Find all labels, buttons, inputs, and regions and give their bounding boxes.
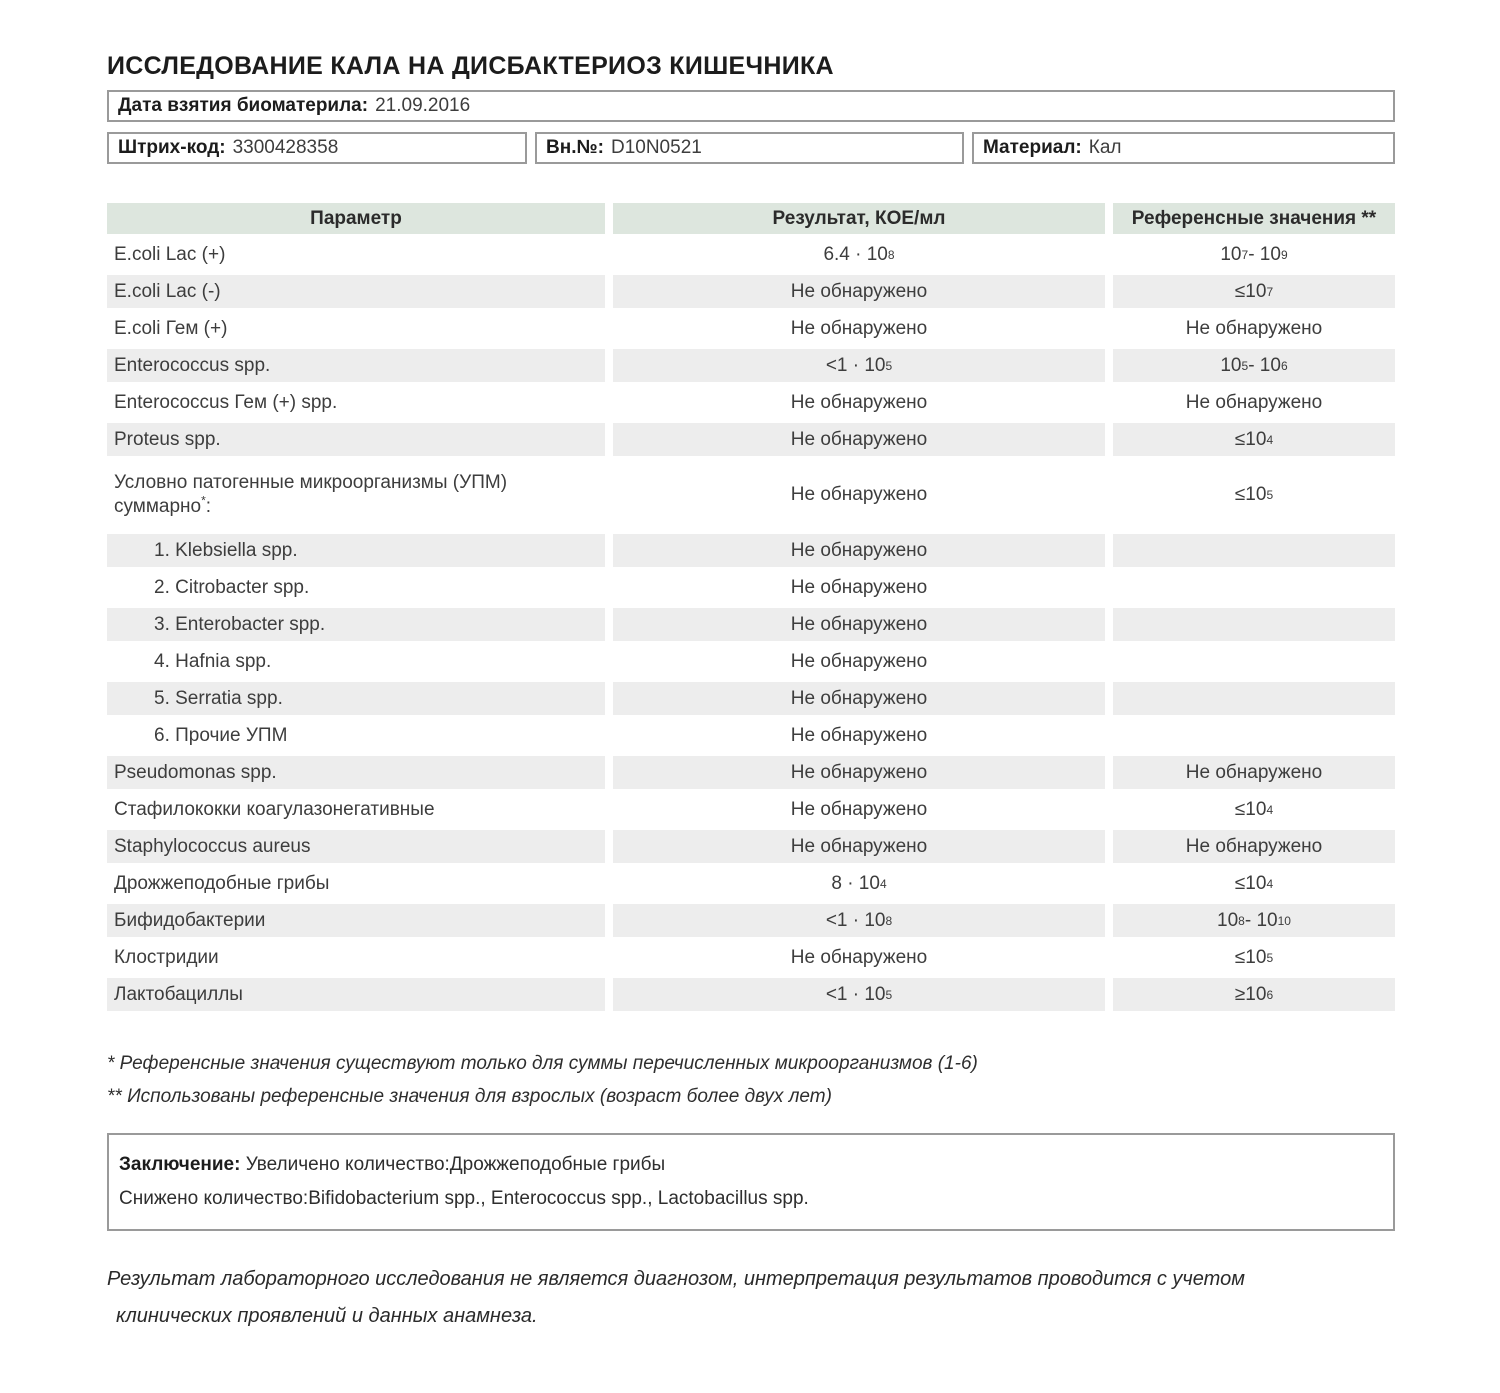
barcode-value: 3300428358 [232, 137, 339, 158]
reference-cell: ≤10 7 [1113, 275, 1395, 308]
result-cell: Не обнаружено [790, 391, 928, 413]
collection-date-label: Дата взятия биоматерила: [118, 95, 369, 116]
header-reference: Референсные значения ** [1113, 203, 1395, 234]
table-row [107, 941, 1395, 974]
table-row [107, 682, 1395, 715]
conclusion-line-1 [119, 1148, 1383, 1182]
result-cell: Не обнаружено [790, 724, 928, 746]
reference-cell: 10 5 - 10 6 [1113, 349, 1395, 382]
disclaimer-line-1: Результат лабораторного исследования не является диагнозом, интерпретация результатов проводится с учетом [107, 1268, 1245, 1290]
internal-number-box [535, 132, 964, 164]
param-cell: Pseudomonas spp. [107, 756, 605, 789]
table-row [107, 534, 1395, 567]
table-row [107, 423, 1395, 456]
param-cell: E.coli Lac (+) [114, 243, 226, 265]
material-box [972, 132, 1395, 164]
param-cell: Proteus spp. [107, 423, 605, 456]
result-cell: Не обнаружено [790, 484, 928, 505]
table-row [107, 978, 1395, 1011]
param-cell: 3. Enterobacter spp. [107, 608, 605, 641]
result-cell: Не обнаружено [790, 798, 928, 820]
footnote-1: * Референсные значения существуют только для суммы перечисленных микроорганизмов (1-6) [107, 1053, 978, 1074]
footnotes [107, 1047, 1395, 1113]
table-row [107, 349, 1395, 382]
result-cell: Не обнаружено [790, 650, 928, 672]
conclusion-increased: Увеличено количество:Дрожжеподобные грибы [245, 1154, 666, 1175]
barcode-box [107, 132, 527, 164]
internal-number-label: Вн.№: [546, 137, 604, 158]
param-cell: Лактобациллы [107, 978, 605, 1011]
table-row [107, 312, 1395, 345]
table-row [107, 830, 1395, 863]
param-cell: Enterococcus Гем (+) spp. [114, 391, 338, 413]
disclaimer [107, 1261, 1395, 1335]
result-cell: 6.4 · 10 8 [823, 243, 895, 265]
table-row [107, 386, 1395, 419]
result-cell: <1 · 10 8 [613, 904, 1105, 937]
result-cell: Не обнаружено [613, 830, 1105, 863]
result-cell: Не обнаружено [613, 534, 1105, 567]
reference-cell [1113, 534, 1395, 567]
reference-cell: 10 8 - 10 10 [1113, 904, 1395, 937]
result-cell: Не обнаружено [613, 608, 1105, 641]
table-body [107, 238, 1395, 1011]
conclusion-box [107, 1133, 1395, 1231]
result-cell: Не обнаружено [613, 275, 1105, 308]
param-cell: Staphylococcus aureus [107, 830, 605, 863]
reference-cell: Не обнаружено [1113, 830, 1395, 863]
param-cell: Условно патогенные микроорганизмы (УПМ) суммарно*: [114, 472, 508, 517]
conclusion-label: Заключение: [119, 1154, 241, 1175]
collection-date-value: 21.09.2016 [375, 95, 471, 116]
param-cell: E.coli Гем (+) [114, 317, 228, 339]
reference-cell [1113, 645, 1395, 678]
table-header-row [107, 203, 1395, 234]
param-cell: 4. Hafnia spp. [154, 650, 272, 672]
table-row [107, 608, 1395, 641]
table-row [107, 460, 1395, 530]
result-cell: Не обнаружено [613, 756, 1105, 789]
table-row [107, 793, 1395, 826]
param-cell: 1. Klebsiella spp. [107, 534, 605, 567]
reference-cell: ≤10 5 [1234, 484, 1274, 505]
table-row [107, 571, 1395, 604]
param-cell: 6. Прочие УПМ [154, 724, 288, 746]
table-row [107, 904, 1395, 937]
material-label: Материал: [983, 137, 1082, 158]
reference-cell [1113, 719, 1395, 752]
param-cell: Клостридии [114, 946, 219, 968]
footnote-2: ** Использованы референсные значения для взрослых (возраст более двух лет) [107, 1086, 832, 1107]
reference-cell: Не обнаружено [1185, 317, 1323, 339]
table-row [107, 719, 1395, 752]
disclaimer-line-2: клинических проявлений и данных анамнеза. [116, 1305, 538, 1327]
param-cell: E.coli Lac (-) [107, 275, 605, 308]
header-result: Результат, КОЕ/мл [613, 203, 1105, 234]
page-title: ИССЛЕДОВАНИЕ КАЛА НА ДИСБАКТЕРИОЗ КИШЕЧНИКА [107, 52, 834, 80]
param-cell: 5. Serratia spp. [107, 682, 605, 715]
reference-cell: Не обнаружено [1185, 391, 1323, 413]
reference-cell [1113, 571, 1395, 604]
result-cell: 8 · 10 4 [831, 872, 887, 894]
barcode-label: Штрих-код: [118, 137, 226, 158]
table-row [107, 867, 1395, 900]
results-table [107, 203, 1395, 1011]
collection-date-box [107, 90, 1395, 122]
sample-info-row [107, 132, 1395, 164]
result-cell: Не обнаружено [613, 682, 1105, 715]
reference-cell [1113, 682, 1395, 715]
table-row [107, 645, 1395, 678]
param-cell: Enterococcus spp. [107, 349, 605, 382]
reference-cell: ≤10 4 [1234, 872, 1274, 894]
table-row [107, 275, 1395, 308]
result-cell: Не обнаружено [790, 946, 928, 968]
result-cell: Не обнаружено [790, 576, 928, 598]
result-cell: <1 · 10 5 [613, 978, 1105, 1011]
material-value: Кал [1088, 137, 1122, 158]
result-cell: <1 · 10 5 [613, 349, 1105, 382]
header-parameter: Параметр [107, 203, 605, 234]
table-row [107, 238, 1395, 271]
result-cell: Не обнаружено [790, 317, 928, 339]
reference-cell: ≤10 4 [1113, 423, 1395, 456]
reference-cell: Не обнаружено [1113, 756, 1395, 789]
param-cell: Бифидобактерии [107, 904, 605, 937]
param-cell: Стафилококки коагулазонегативные [114, 798, 435, 820]
param-cell: 2. Citrobacter spp. [154, 576, 310, 598]
reference-cell: ≤10 4 [1234, 798, 1274, 820]
conclusion-line-2: Снижено количество:Bifidobacterium spp., Enterococcus spp., Lactobacillus spp. [119, 1188, 809, 1209]
param-cell: Дрожжеподобные грибы [114, 872, 330, 894]
result-cell: Не обнаружено [613, 423, 1105, 456]
reference-cell: ≤10 5 [1234, 946, 1274, 968]
reference-cell [1113, 608, 1395, 641]
internal-number-value: D10N0521 [610, 137, 702, 158]
reference-cell: 10 7 - 10 9 [1220, 243, 1288, 265]
table-row [107, 756, 1395, 789]
reference-cell: ≥10 6 [1113, 978, 1395, 1011]
